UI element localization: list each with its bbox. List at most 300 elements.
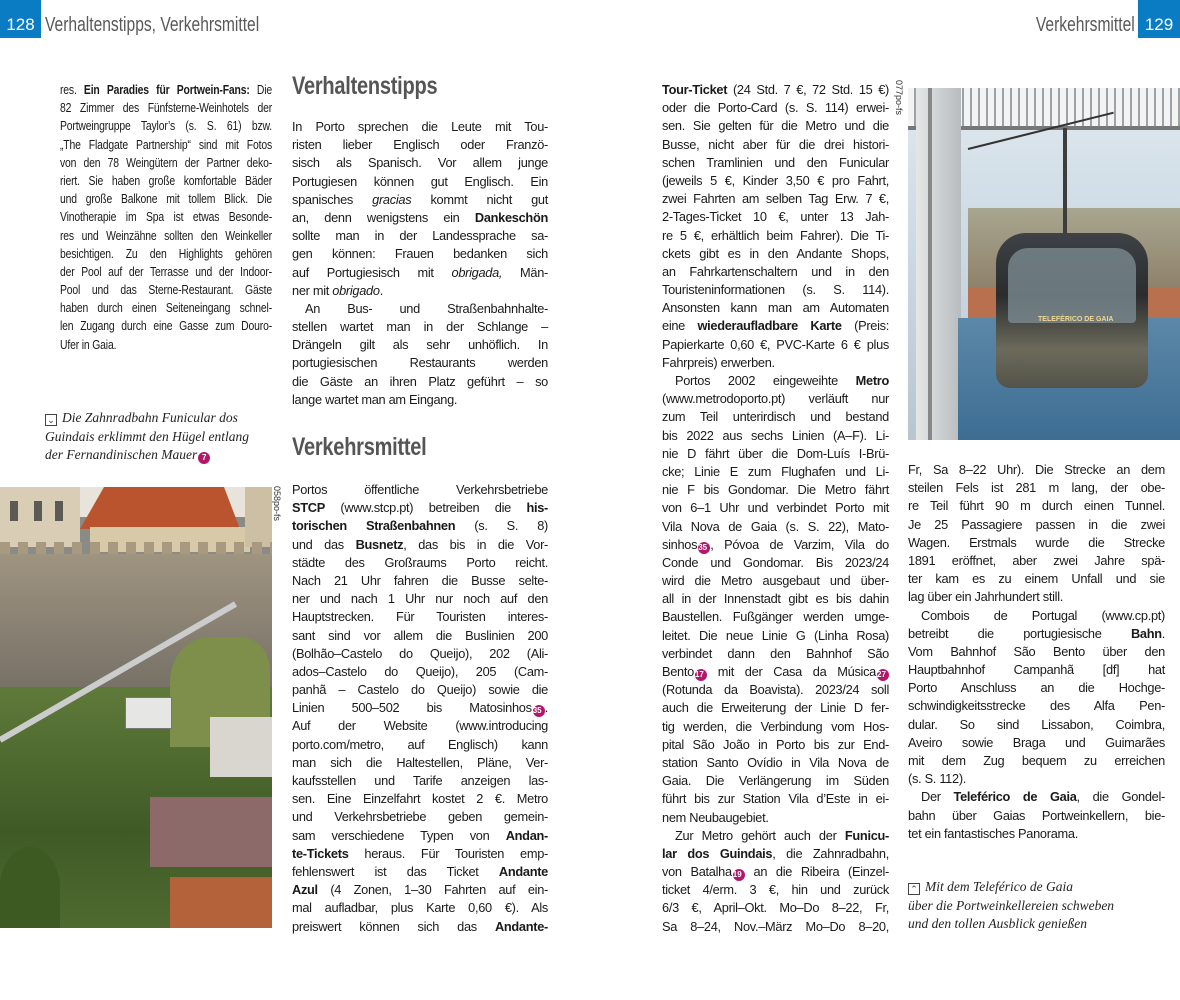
text-run: Conde und Gondomar. Bis 2023/24 bbox=[662, 554, 889, 570]
text-run: mit der Casa da Música bbox=[706, 664, 876, 679]
funicular-photo bbox=[0, 487, 272, 928]
text-line bbox=[662, 536, 889, 554]
text-run: die Gäste an ihren Platz geführt – so bbox=[292, 373, 548, 389]
text-line bbox=[292, 118, 548, 136]
section-2-text-col2 bbox=[292, 481, 548, 936]
text-line bbox=[662, 790, 889, 808]
column-3 bbox=[662, 81, 889, 936]
text-line bbox=[662, 390, 889, 408]
column-2 bbox=[292, 0, 548, 1000]
text-line bbox=[60, 317, 272, 335]
text-line bbox=[662, 463, 889, 481]
column-1 bbox=[60, 81, 272, 354]
text-line bbox=[662, 172, 889, 190]
text-run: bis 2022 aus sechs Linien (A–F). Li- bbox=[662, 427, 889, 443]
text-line bbox=[292, 264, 548, 282]
text-run: besichtigen. Zu den Highlights gehören bbox=[60, 245, 272, 261]
text-line bbox=[662, 699, 889, 717]
text-run: Ufer in Gaia. bbox=[60, 336, 117, 352]
running-header-left: Verhaltenstipps, Verkehrsmittel bbox=[45, 14, 260, 36]
text-run: , die Gondel- bbox=[1076, 789, 1165, 805]
text-run: res. bbox=[60, 82, 84, 97]
text-run: cke; Linie E zum Flughafen und Li- bbox=[662, 463, 889, 479]
text-run: Zur Metro gehört auch der bbox=[675, 827, 845, 843]
text-run: . bbox=[379, 282, 383, 298]
text-run: . bbox=[544, 700, 548, 716]
bold-text: torischen Straßenbahnen bbox=[292, 518, 456, 534]
bold-text: Andante- bbox=[494, 918, 548, 934]
text-run: Vila Nova de Gaia (s. S. 22), Mato- bbox=[662, 518, 889, 534]
bold-text: Dankeschön bbox=[474, 209, 548, 225]
text-line bbox=[60, 117, 272, 135]
text-line bbox=[908, 588, 1165, 606]
text-line bbox=[662, 208, 889, 226]
text-run: man sich die Haltestellen, Pläne, Ver- bbox=[292, 754, 548, 770]
text-run: bahn über Gaias Portweinkellern, bie- bbox=[908, 807, 1165, 823]
text-line bbox=[292, 590, 548, 608]
caption-line: und den tollen Ausblick genießen bbox=[908, 916, 1087, 931]
text-line bbox=[662, 299, 889, 317]
text-line bbox=[292, 881, 548, 899]
text-run: zwei Fahrten am selben Tag Erw. 7 €, bbox=[662, 191, 889, 207]
running-header-right: Verkehrsmittel bbox=[1036, 14, 1135, 36]
text-run: gen können: Frauen bedanken sich bbox=[292, 246, 548, 262]
text-run: porto.com/metro, auf Englisch) kann bbox=[292, 736, 548, 752]
text-line bbox=[292, 136, 548, 154]
text-line bbox=[662, 845, 889, 863]
text-line bbox=[908, 697, 1165, 715]
text-line bbox=[292, 717, 548, 735]
text-line bbox=[292, 736, 548, 754]
text-run: Auf der Website (www.introducing bbox=[292, 718, 548, 734]
text-line bbox=[60, 245, 272, 263]
text-run: nie F bis Gondomar. Die Metro fährt bbox=[662, 482, 889, 498]
text-line bbox=[662, 899, 889, 917]
text-line bbox=[662, 99, 889, 117]
text-line bbox=[60, 172, 272, 190]
text-run: nem Neubaugebiet. bbox=[662, 809, 769, 825]
text-run: Aveiro sowie Braga und Guimarães bbox=[908, 734, 1165, 750]
text-line bbox=[908, 625, 1165, 643]
text-line bbox=[662, 263, 889, 281]
text-run: tet ein fantastisches Panorama. bbox=[908, 825, 1078, 841]
text-run: 1891 eröffnet, aber zwei Jahre spä- bbox=[908, 552, 1165, 568]
text-run: haben durch einen Seiteneingang schnel- bbox=[60, 300, 272, 316]
text-run: Sa 8–24, Nov.–März Mo–Do 8–20, bbox=[662, 918, 889, 934]
text-line bbox=[60, 299, 272, 317]
text-run: (Preis: bbox=[841, 318, 889, 334]
text-line bbox=[662, 554, 889, 572]
text-line bbox=[908, 497, 1165, 515]
text-run: risten lieber Englisch oder Franzö- bbox=[292, 137, 548, 153]
text-line bbox=[292, 191, 548, 209]
text-line bbox=[292, 481, 548, 499]
text-line bbox=[292, 627, 548, 645]
text-run: und große Balkone mit tollem Blick. Die bbox=[60, 191, 272, 207]
bold-text: lar dos Guindais bbox=[662, 845, 773, 861]
text-line bbox=[662, 754, 889, 772]
text-line bbox=[662, 481, 889, 499]
bold-text: Metro bbox=[855, 373, 889, 388]
text-line bbox=[60, 81, 272, 99]
text-run: (24 Std. 7 €, 72 Std. 15 €) bbox=[727, 82, 889, 97]
text-line bbox=[662, 736, 889, 754]
text-line bbox=[662, 718, 889, 736]
text-line bbox=[60, 208, 272, 226]
text-line bbox=[292, 282, 548, 300]
section-heading-verkehrsmittel: Verkehrsmittel bbox=[292, 433, 427, 461]
text-run: Linien 500–502 bis Matosinhos bbox=[292, 700, 532, 716]
text-line bbox=[662, 590, 889, 608]
text-run: Gaia. Die Verlängerung im Süden bbox=[662, 773, 889, 789]
text-line bbox=[662, 445, 889, 463]
text-line bbox=[292, 209, 548, 227]
text-run: Busse, nicht aber für die drei histori- bbox=[662, 136, 889, 152]
text-line bbox=[292, 499, 548, 517]
text-line bbox=[908, 734, 1165, 752]
text-line bbox=[292, 827, 548, 845]
text-line bbox=[908, 788, 1165, 806]
text-line bbox=[292, 772, 548, 790]
text-run: (jeweils 5 €, Kinder 3,50 € pro Fahrt, bbox=[662, 172, 889, 188]
map-marker-badge: 19 bbox=[733, 869, 745, 881]
caption-left bbox=[45, 409, 275, 465]
text-line bbox=[60, 99, 272, 117]
text-run: steilen Fels ist 281 m lang, der obe- bbox=[908, 480, 1165, 496]
text-line bbox=[908, 643, 1165, 661]
text-line bbox=[662, 154, 889, 172]
text-line bbox=[292, 517, 548, 535]
italic-text: gracias bbox=[372, 191, 412, 207]
text-line bbox=[292, 572, 548, 590]
text-run: lange wartet man am Eingang. bbox=[292, 391, 458, 407]
text-run: kommt nicht gut bbox=[411, 191, 549, 207]
text-line bbox=[292, 681, 548, 699]
text-run: Porto Anschluss an die Hochge- bbox=[908, 680, 1165, 696]
text-run: eine bbox=[662, 318, 698, 334]
text-run: sinhos bbox=[662, 536, 698, 552]
text-run: sen. Eine Einzelfahrt kostet 2 €. Metro bbox=[292, 791, 548, 807]
text-run: „The Fladgate Partnership“ sind mit Fotos bbox=[60, 136, 272, 152]
text-line bbox=[292, 790, 548, 808]
text-run: Der bbox=[921, 789, 954, 805]
text-line bbox=[662, 663, 889, 681]
text-line bbox=[662, 627, 889, 645]
text-run: An Bus- und Straßenbahnhalte- bbox=[305, 300, 548, 316]
photo-credit: 058po-fs bbox=[272, 486, 282, 522]
gondola-sign: TELEFÉRICO DE GAIA bbox=[1038, 316, 1114, 323]
text-line bbox=[292, 845, 548, 863]
bold-text: wiederaufladbare Karte bbox=[697, 318, 842, 334]
text-run: (www.metrodoporto.pt) verläuft nur bbox=[662, 391, 889, 407]
text-run: auf Portugiesisch mit bbox=[292, 264, 452, 280]
bold-text: Andante bbox=[498, 863, 548, 879]
bold-text: Bahn bbox=[1130, 625, 1162, 641]
text-run: Je 25 Passagiere passen in die zwei bbox=[908, 516, 1165, 532]
text-line bbox=[662, 427, 889, 445]
text-run: re Teil führt 90 m durch einen Tunnel. bbox=[908, 498, 1165, 514]
text-run: Portweingruppe Taylor’s (s. S. 61) bzw. bbox=[60, 118, 272, 134]
text-run: ner und nach 1 Uhr nur noch auf den bbox=[292, 591, 548, 607]
bold-text: te-Tickets bbox=[292, 845, 349, 861]
section-1-text bbox=[292, 118, 548, 409]
text-run: Män- bbox=[502, 264, 548, 280]
text-line bbox=[662, 317, 889, 335]
text-run: mal aufladbar, plus Karte 0,60 €). Als bbox=[292, 900, 548, 916]
text-run: stellen wartet man in der Schlange – bbox=[292, 319, 548, 335]
text-run: von Batalha bbox=[662, 864, 732, 880]
text-run: Vom Bahnhof São Bento über den bbox=[908, 643, 1165, 659]
text-run: Hauptstrecken. Für Touristen interes- bbox=[292, 609, 548, 625]
text-line bbox=[908, 825, 1165, 843]
map-marker-badge: 35 bbox=[698, 542, 710, 554]
italic-text: obrigada, bbox=[451, 264, 503, 280]
text-line bbox=[662, 372, 889, 390]
text-run: (s. S. 8) bbox=[455, 518, 548, 534]
text-run: Portos öffentliche Verkehrsbetriebe bbox=[292, 482, 548, 497]
text-line bbox=[662, 518, 889, 536]
text-run: oder die Porto-Card (s. S. 114) erwei- bbox=[662, 100, 889, 116]
text-run: re 5 €, erhältlich beim Fahrer). Die Ti- bbox=[662, 227, 889, 243]
map-marker-badge: 27 bbox=[877, 669, 889, 681]
text-line bbox=[292, 645, 548, 663]
text-run: Wagen. Erstmals wurde die Strecke bbox=[908, 534, 1165, 550]
text-line bbox=[662, 117, 889, 135]
text-run: Bento bbox=[662, 664, 694, 679]
text-run: sam verschiedene Typen von bbox=[292, 827, 506, 843]
text-run: Nach 21 Uhr fahren die Busse selte- bbox=[292, 572, 548, 588]
text-line bbox=[662, 608, 889, 626]
text-run: sant sind vor allem die Buslinien 200 bbox=[292, 627, 548, 643]
text-line bbox=[662, 281, 889, 299]
text-run: von 6–1 Uhr und verbindet Porto mit bbox=[662, 500, 889, 516]
text-line bbox=[662, 136, 889, 154]
text-run: tig werden, die Verbindung vom Hos- bbox=[662, 718, 889, 734]
text-line bbox=[60, 154, 272, 172]
text-run: In Porto sprechen die Leute mit Tou- bbox=[292, 119, 548, 134]
text-line bbox=[662, 918, 889, 936]
page-number-right: 129 bbox=[1138, 0, 1180, 38]
text-line bbox=[662, 881, 889, 899]
text-line bbox=[662, 354, 889, 372]
text-line bbox=[662, 572, 889, 590]
text-run: , das bis in die Vor- bbox=[403, 536, 549, 552]
caption-line: Mit dem Teleférico de Gaia bbox=[925, 879, 1073, 894]
text-run: Portos 2002 eingeweihte bbox=[675, 373, 856, 388]
text-run: Portugiesen können gut Englisch. Ein bbox=[292, 173, 548, 189]
text-line bbox=[908, 534, 1165, 552]
text-run: pital São João in Porto bis zur End- bbox=[662, 736, 889, 752]
text-line bbox=[60, 336, 272, 354]
text-run: (s. S. 112). bbox=[908, 771, 967, 787]
text-line bbox=[662, 81, 889, 99]
text-line bbox=[908, 479, 1165, 497]
text-run: res und Weinzähne sollten den Weinkeller bbox=[60, 227, 272, 243]
text-run: von den 78 Weingütern der Partner deko- bbox=[60, 154, 272, 170]
text-run: führt bis zur Station Vila d’Este in ei- bbox=[662, 791, 889, 807]
text-run: kaufsstellen und Tarife anzeigen las- bbox=[292, 773, 548, 788]
caption-line: Die Zahnradbahn Funicular dos bbox=[62, 410, 238, 425]
caption-line: über die Portweinkellereien schweben bbox=[908, 897, 1115, 913]
text-run: panhã – Castelo do Queijo) sowie die bbox=[292, 682, 548, 698]
text-run: schen Tramlinien und den Funicular bbox=[662, 154, 889, 170]
text-line bbox=[908, 461, 1165, 479]
text-line bbox=[908, 807, 1165, 825]
text-line bbox=[292, 808, 548, 826]
text-run: , die Zahnradbahn, bbox=[772, 845, 889, 861]
text-run: verbindet dann den Bahnhof São bbox=[662, 645, 889, 661]
text-line bbox=[292, 608, 548, 626]
text-line bbox=[60, 190, 272, 208]
text-run: fehlenswert ist das Ticket bbox=[292, 863, 499, 879]
text-run: ter kam es zu einem Unfall und sie bbox=[908, 571, 1165, 587]
text-run: mit dem Zug bequem zu erreichen bbox=[908, 753, 1165, 768]
text-line bbox=[292, 918, 548, 936]
text-line bbox=[662, 499, 889, 517]
text-run: 82 Zimmer des Fünfsterne-Weinhotels der bbox=[60, 100, 272, 116]
text-line bbox=[662, 809, 889, 827]
text-run: (Bolhão–Castelo do Queijo), 202 (Ali- bbox=[292, 645, 548, 661]
text-run: Touristeninformationen (s. S. 114). bbox=[662, 282, 889, 298]
text-line bbox=[908, 679, 1165, 697]
text-run: zum Teil unterirdisch und bestand bbox=[662, 409, 889, 425]
bold-text: STCP bbox=[292, 500, 325, 516]
text-line bbox=[908, 516, 1165, 534]
text-run: Vinotherapie im Spa ist etwas Besonde- bbox=[60, 209, 272, 225]
text-line bbox=[292, 318, 548, 336]
text-run: station Santo Ovídio in Vila Nova de bbox=[662, 754, 889, 770]
bold-text: Funicu- bbox=[844, 827, 889, 843]
text-line bbox=[662, 772, 889, 790]
gondola-photo bbox=[908, 88, 1180, 440]
text-line bbox=[292, 373, 548, 391]
text-run: portugiesischen Restaurants werden bbox=[292, 355, 548, 371]
text-run: Fr, Sa 8–22 Uhr). Die Strecke an dem bbox=[908, 462, 1165, 477]
text-line bbox=[292, 245, 548, 263]
page-number-left: 128 bbox=[0, 0, 41, 38]
text-line bbox=[60, 281, 272, 299]
text-run: Drängeln gilt als sehr unhöflich. In bbox=[292, 337, 548, 353]
text-line bbox=[662, 245, 889, 263]
bold-text: Teleférico de Gaia bbox=[953, 789, 1077, 805]
text-line bbox=[662, 190, 889, 208]
text-run: ticket 4/erm. 3 €, hin und zurück bbox=[662, 882, 889, 898]
text-line bbox=[908, 661, 1165, 679]
caption-line: Guindais erklimmt den Hügel entlang bbox=[45, 428, 249, 444]
text-line bbox=[292, 699, 548, 717]
text-run: Pool und das Sterne-Restaurant. Gäste bbox=[60, 282, 272, 298]
text-line bbox=[292, 173, 548, 191]
text-line bbox=[662, 645, 889, 663]
text-run: (4 Zonen, 1–30 Fahrten auf ein- bbox=[317, 882, 548, 898]
text-run: dular. So sind Lissabon, Coimbra, bbox=[908, 716, 1165, 732]
chevron-down-icon: ⌄ bbox=[45, 414, 57, 426]
text-run: sollte man in der Landessprache sa- bbox=[292, 228, 548, 244]
text-run: Papierkarte 0,60 €, PVC-Karte 6 € plus bbox=[662, 336, 889, 352]
bold-text: Tour-Ticket bbox=[662, 82, 728, 97]
text-line bbox=[908, 752, 1165, 770]
text-run: Baustellen. Fußgänger werden umge- bbox=[662, 609, 889, 625]
text-run: Combois de Portugal (www.cp.pt) bbox=[921, 607, 1165, 623]
bold-text: Azul bbox=[292, 882, 318, 898]
text-run: Hauptbahnhof Campanhã [df] hat bbox=[908, 662, 1165, 678]
text-run: städte des Großraums Porto reicht. bbox=[292, 554, 548, 570]
section-heading-verhaltenstipps: Verhaltenstipps bbox=[292, 72, 438, 100]
bold-text: Ein Paradies für Portwein-Fans: bbox=[83, 82, 250, 97]
text-run: betreibt die portugiesische bbox=[908, 625, 1131, 641]
text-line bbox=[908, 552, 1165, 570]
text-line bbox=[292, 899, 548, 917]
text-line bbox=[60, 227, 272, 245]
text-line bbox=[662, 863, 889, 881]
text-run: Ansonsten kann man am Automaten bbox=[662, 300, 889, 316]
text-run: spanisches bbox=[292, 191, 373, 207]
text-run: an, denn wenigstens ein bbox=[292, 209, 475, 225]
text-run: ckets gibt es in den Andante Shops, bbox=[662, 245, 889, 261]
text-line bbox=[908, 716, 1165, 734]
text-run: ados–Castelo do Queijo), 205 (Cam- bbox=[292, 663, 548, 679]
text-run: nie D fährt über die Dom-Luís I-Brü- bbox=[662, 445, 889, 461]
text-line bbox=[662, 681, 889, 699]
text-run: auch die Erweiterung der Linie D fer- bbox=[662, 700, 889, 716]
text-run: sen. Sie gelten für die Metro und die bbox=[662, 118, 889, 134]
text-run: und Verkehrsbetriebe geben gemein- bbox=[292, 809, 548, 825]
text-run: der Pool auf der Terrasse und der Indoor- bbox=[60, 263, 272, 279]
text-run: , Póvoa de Varzim, Vila do bbox=[710, 536, 889, 552]
text-line bbox=[292, 554, 548, 572]
text-run: heraus. Für Touristen emp- bbox=[348, 845, 548, 861]
bold-text: Busnetz bbox=[355, 536, 404, 552]
text-line bbox=[292, 391, 548, 409]
bold-text: his- bbox=[526, 500, 548, 516]
text-run: . bbox=[1161, 625, 1165, 641]
text-run: schwindigkeitsstrecke des Alfa Pen- bbox=[908, 698, 1165, 714]
text-line bbox=[662, 827, 889, 845]
text-line bbox=[292, 154, 548, 172]
text-run: lag über ein Jahrhundert still. bbox=[908, 589, 1064, 605]
text-run: 2-Tages-Ticket 10 €, unter 13 Jah- bbox=[662, 209, 889, 225]
chevron-up-icon: ⌃ bbox=[908, 883, 920, 895]
map-marker-badge: 17 bbox=[695, 669, 707, 681]
text-line bbox=[292, 227, 548, 245]
text-run: und das bbox=[292, 536, 356, 552]
text-line bbox=[292, 663, 548, 681]
text-run: Die bbox=[249, 82, 272, 97]
text-line bbox=[662, 227, 889, 245]
column-4 bbox=[908, 461, 1165, 843]
text-line bbox=[292, 300, 548, 318]
text-line bbox=[908, 770, 1165, 788]
text-run: wird die Metro ausgebaut und über- bbox=[662, 573, 889, 589]
column-1-text bbox=[60, 81, 272, 354]
text-run: preiswert können sich das bbox=[292, 918, 495, 934]
text-line bbox=[908, 570, 1165, 588]
text-run: leitet. Die neue Linie G (Linha Rosa) bbox=[662, 627, 889, 643]
map-marker-badge: 7 bbox=[198, 452, 210, 464]
text-run: an die Ribeira (Einzel- bbox=[744, 864, 889, 880]
text-run: ner mit bbox=[292, 282, 333, 298]
text-run: sisch als Spanisch. Vor allem junge bbox=[292, 155, 548, 171]
text-line bbox=[908, 607, 1165, 625]
bold-text: Andan- bbox=[505, 827, 548, 843]
text-run: (www.stcp.pt) betreiben die bbox=[324, 500, 527, 516]
caption-right bbox=[908, 878, 1168, 934]
text-line bbox=[292, 354, 548, 372]
text-line bbox=[662, 408, 889, 426]
text-line bbox=[662, 336, 889, 354]
text-run: (Rotunda da Boavista). 2023/24 soll bbox=[662, 682, 889, 698]
map-marker-badge: 35 bbox=[533, 705, 545, 717]
